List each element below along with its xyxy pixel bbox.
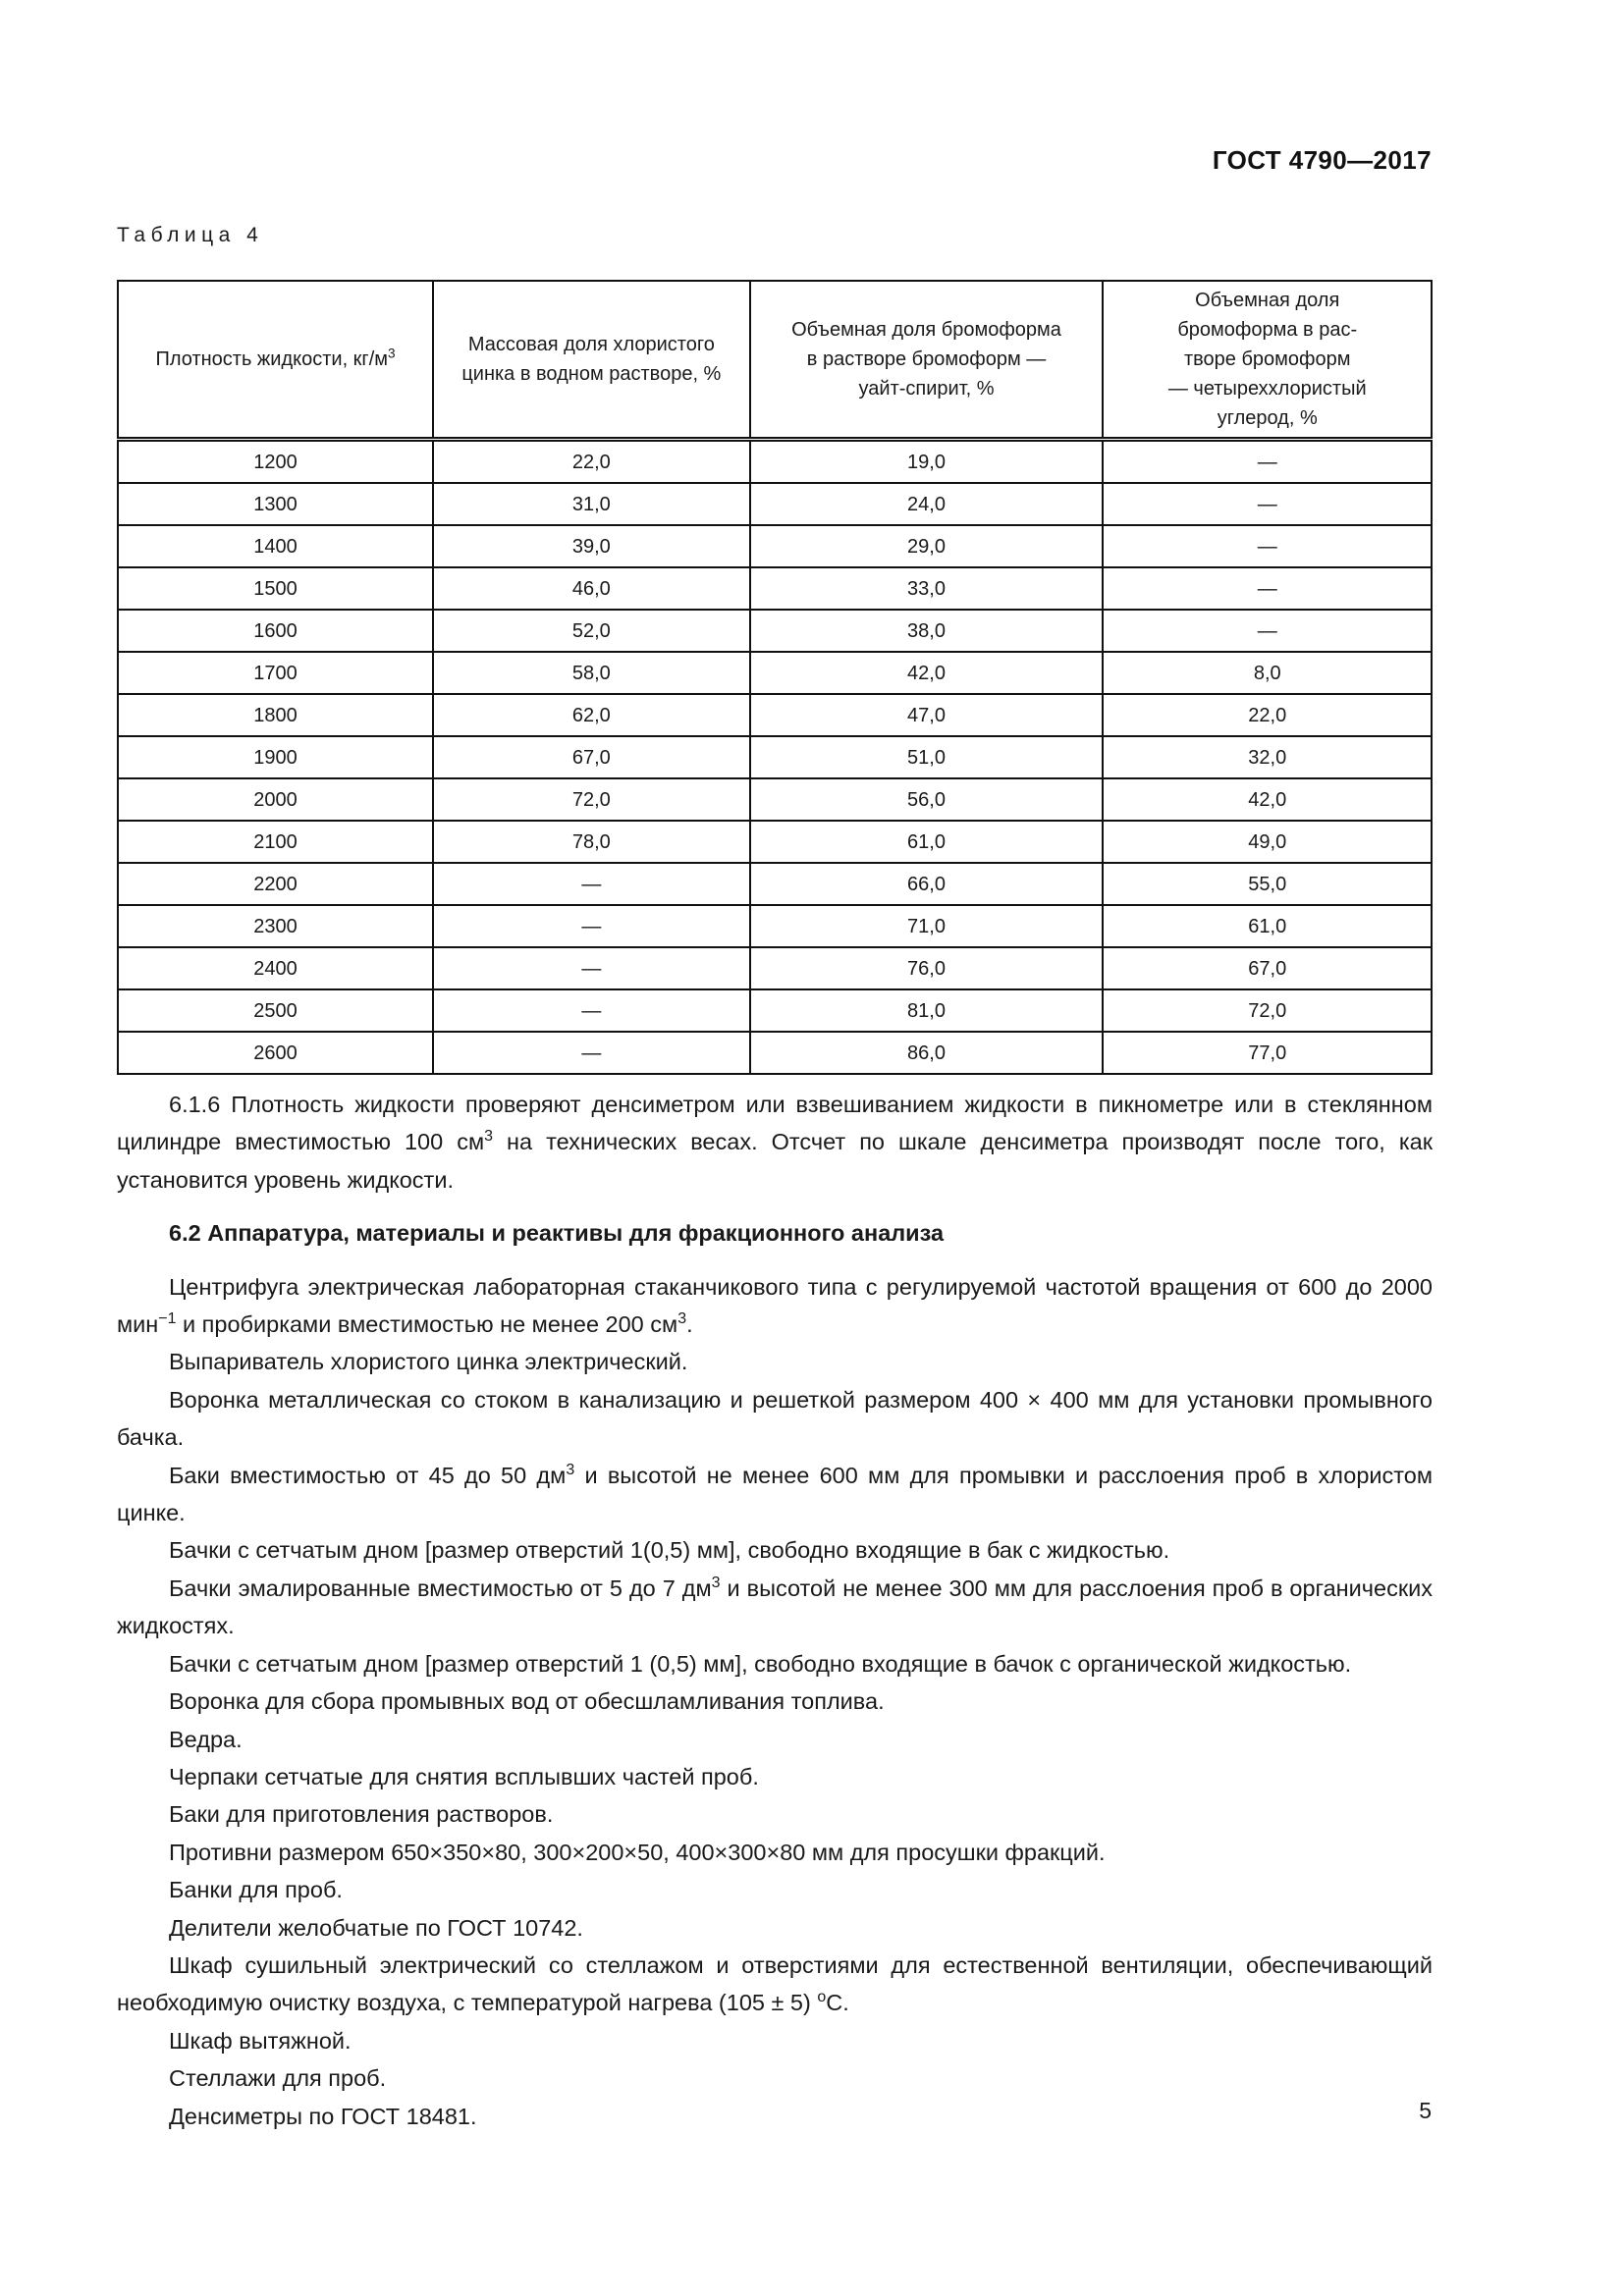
cell-bromoform-white-spirit: 33,0: [750, 567, 1104, 610]
cell-density: 1700: [118, 652, 433, 694]
item-enamel-tanks: [117, 1570, 1433, 1645]
cell-density: 2000: [118, 778, 433, 821]
cell-bromoform-white-spirit: 76,0: [750, 947, 1104, 989]
table-row: [118, 1032, 1432, 1074]
column-header-bromoform-ccl4-line1: Объемная доля: [1195, 290, 1340, 311]
paragraph-centrifuge-part1: Центрифуга электрическая лабораторная стаканчикового типа с регулируемой частотой вращения от 600 до 2000 мин: [117, 1273, 1433, 1338]
table-row: [118, 989, 1432, 1032]
cell-density: 1400: [118, 525, 433, 567]
item-sample-racks: Стеллажи для проб.: [169, 2065, 387, 2092]
table-header: [118, 281, 1432, 440]
cell-zinc-chloride: 39,0: [433, 525, 749, 567]
table-4: [117, 280, 1433, 1075]
cell-density: 1300: [118, 483, 433, 525]
cell-bromoform-ccl4: 61,0: [1103, 905, 1432, 947]
cell-bromoform-ccl4: —: [1103, 610, 1432, 652]
item-drying-trays: Противни размером 650×350×80, 300×200×50, 400×300×80 мм для просушки фракций.: [169, 1839, 1106, 1865]
item-tanks: [117, 1457, 1433, 1532]
table-row: [118, 567, 1432, 610]
table-header-row: [118, 281, 1432, 440]
column-header-density: [118, 281, 433, 440]
paragraph-centrifuge: [117, 1268, 1433, 1344]
column-header-bromoform-white-spirit-line2: в растворе бромоформ —: [806, 348, 1047, 370]
cell-density: 1900: [118, 736, 433, 778]
cell-bromoform-ccl4: 49,0: [1103, 821, 1432, 863]
column-header-zinc-chloride-line1: Массовая доля хлористого: [467, 334, 715, 355]
body-text: [117, 1086, 1433, 2135]
item-enamel-part1: Бачки эмалированные вместимостью от 5 до 7 дм: [169, 1575, 712, 1601]
table-row: [118, 736, 1432, 778]
cell-zinc-chloride: 58,0: [433, 652, 749, 694]
item-tanks-part2: и высотой не менее 600 мм для промывки и расслоения проб в хлористом цинке.: [117, 1462, 1433, 1526]
cell-bromoform-white-spirit: 51,0: [750, 736, 1104, 778]
cell-bromoform-white-spirit: 29,0: [750, 525, 1104, 567]
cell-bromoform-ccl4: 8,0: [1103, 652, 1432, 694]
column-header-bromoform-ccl4-line4: — четыреххлористый: [1167, 378, 1367, 400]
item-drying-cabinet-part1: Шкаф сушильный электрический со стеллажом и отверстиями для естественной вентиляции, обеспечивающий необходимую очистку воздуха, с температурой нагрева (105 ± 5): [117, 1951, 1433, 2016]
paragraph-centrifuge-sup2: 3: [677, 1310, 687, 1328]
item-buckets: Ведра.: [169, 1726, 243, 1752]
cell-bromoform-ccl4: —: [1103, 440, 1432, 484]
item-sample-jars: Банки для проб.: [169, 1877, 343, 1903]
cell-zinc-chloride: 52,0: [433, 610, 749, 652]
cell-bromoform-ccl4: 22,0: [1103, 694, 1432, 736]
cell-zinc-chloride: 22,0: [433, 440, 749, 484]
cell-bromoform-ccl4: 32,0: [1103, 736, 1432, 778]
cell-bromoform-ccl4: —: [1103, 483, 1432, 525]
cell-zinc-chloride: 62,0: [433, 694, 749, 736]
cell-bromoform-ccl4: 42,0: [1103, 778, 1432, 821]
item-drying-cabinet-sup: o: [817, 1989, 827, 2006]
cell-zinc-chloride: —: [433, 905, 749, 947]
cell-density: 2400: [118, 947, 433, 989]
cell-bromoform-white-spirit: 42,0: [750, 652, 1104, 694]
item-drying-cabinet: [117, 1947, 1433, 2022]
item-densimeters: Денсиметры по ГОСТ 18481.: [169, 2103, 477, 2129]
paragraph-centrifuge-sup1: −1: [158, 1310, 177, 1328]
cell-bromoform-white-spirit: 71,0: [750, 905, 1104, 947]
cell-bromoform-ccl4: 77,0: [1103, 1032, 1432, 1074]
item-drying-cabinet-part2: С.: [826, 1990, 849, 2016]
column-header-bromoform-ccl4-line2: бромоформа в рас-: [1177, 319, 1358, 341]
cell-bromoform-ccl4: 55,0: [1103, 863, 1432, 905]
cell-bromoform-white-spirit: 56,0: [750, 778, 1104, 821]
column-header-bromoform-ccl4-line3: творе бромоформ: [1183, 348, 1351, 370]
column-header-bromoform-white-spirit-line1: Объемная доля бромоформа: [791, 319, 1061, 341]
cell-bromoform-ccl4: —: [1103, 525, 1432, 567]
table-row: [118, 947, 1432, 989]
cell-zinc-chloride: —: [433, 989, 749, 1032]
table-caption: Таблица 4: [117, 224, 264, 246]
cell-bromoform-white-spirit: 38,0: [750, 610, 1104, 652]
column-header-bromoform-white-spirit-line3: уайт-спирит, %: [858, 378, 995, 400]
page-number: 5: [1419, 2098, 1432, 2123]
item-tanks-part1: Баки вместимостью от 45 до 50 дм: [169, 1462, 567, 1488]
cell-bromoform-white-spirit: 61,0: [750, 821, 1104, 863]
column-header-bromoform-carbon-tetrachloride: [1103, 281, 1432, 440]
column-header-density-sup: 3: [388, 346, 396, 361]
column-header-bromoform-ccl4-line5: углерод, %: [1217, 407, 1318, 429]
item-enamel-sup: 3: [711, 1575, 721, 1592]
column-header-zinc-chloride: [433, 281, 749, 440]
table-row: [118, 694, 1432, 736]
cell-zinc-chloride: —: [433, 947, 749, 989]
cell-bromoform-ccl4: 67,0: [1103, 947, 1432, 989]
cell-bromoform-white-spirit: 66,0: [750, 863, 1104, 905]
column-header-zinc-chloride-line2: цинка в водном растворе, %: [461, 363, 722, 385]
item-metal-funnel: Воронка металлическая со стоком в канализацию и решеткой размером 400 × 400 мм для установки промывного бачка.: [117, 1386, 1433, 1451]
cell-bromoform-white-spirit: 24,0: [750, 483, 1104, 525]
section-heading-6-2: 6.2 Аппаратура, материалы и реактивы для фракционного анализа: [169, 1220, 945, 1247]
column-header-density-line1: Плотность жидкости, кг/м: [155, 348, 389, 370]
item-fume-hood: Шкаф вытяжной.: [169, 2027, 352, 2054]
cell-density: 1800: [118, 694, 433, 736]
cell-bromoform-white-spirit: 81,0: [750, 989, 1104, 1032]
column-header-bromoform-white-spirit: [750, 281, 1104, 440]
cell-density: 1500: [118, 567, 433, 610]
cell-zinc-chloride: —: [433, 1032, 749, 1074]
table-4-wrapper: [117, 280, 1433, 1075]
item-mesh-scoops: Черпаки сетчатые для снятия всплывших частей проб.: [169, 1763, 759, 1789]
table-row: [118, 821, 1432, 863]
cell-bromoform-ccl4: 72,0: [1103, 989, 1432, 1032]
cell-bromoform-ccl4: —: [1103, 567, 1432, 610]
cell-density: 1600: [118, 610, 433, 652]
item-tanks-sup: 3: [566, 1461, 575, 1478]
cell-bromoform-white-spirit: 86,0: [750, 1032, 1104, 1074]
item-trough-dividers: Делители желобчатые по ГОСТ 10742.: [169, 1914, 583, 1941]
cell-zinc-chloride: 46,0: [433, 567, 749, 610]
item-evaporator: Выпариватель хлористого цинка электрический.: [169, 1349, 688, 1375]
document-header-standard-number: ГОСТ 4790—2017: [1212, 145, 1432, 175]
table-row: [118, 483, 1432, 525]
table-row: [118, 525, 1432, 567]
table-row: [118, 610, 1432, 652]
table-row: [118, 440, 1432, 484]
table-row: [118, 905, 1432, 947]
cell-density: 1200: [118, 440, 433, 484]
paragraph-centrifuge-part3: .: [686, 1311, 693, 1338]
cell-bromoform-white-spirit: 47,0: [750, 694, 1104, 736]
table-body: [118, 440, 1432, 1075]
item-solution-tanks: Баки для приготовления растворов.: [169, 1801, 554, 1828]
cell-density: 2300: [118, 905, 433, 947]
cell-zinc-chloride: 31,0: [433, 483, 749, 525]
item-mesh-bottom-tanks-2: Бачки с сетчатым дном [размер отверстий 1 (0,5) мм], свободно входящие в бачок с органической жидкостью.: [169, 1650, 1352, 1677]
cell-density: 2100: [118, 821, 433, 863]
cell-zinc-chloride: 78,0: [433, 821, 749, 863]
cell-density: 2500: [118, 989, 433, 1032]
cell-zinc-chloride: —: [433, 863, 749, 905]
cell-bromoform-white-spirit: 19,0: [750, 440, 1104, 484]
item-mesh-bottom-tanks-1: Бачки с сетчатым дном [размер отверстий 1(0,5) мм], свободно входящие в бак с жидкостью.: [169, 1537, 1170, 1564]
paragraph-6-1-6-part2: на технических весах. Отсчет по шкале денсиметра производят после того, как установится уровень жидкости.: [117, 1129, 1433, 1193]
cell-zinc-chloride: 72,0: [433, 778, 749, 821]
paragraph-6-1-6: [117, 1086, 1433, 1199]
item-wash-water-funnel: Воронка для сбора промывных вод от обесшламливания топлива.: [169, 1688, 885, 1715]
paragraph-6-1-6-part1: 6.1.6 Плотность жидкости проверяют денсиметром или взвешиванием жидкости в пикнометре или в стеклянном цилиндре вместимостью 100 см: [117, 1092, 1433, 1155]
item-enamel-part2: и высотой не менее 300 мм для расслоения проб в органических жидкостях.: [117, 1575, 1433, 1639]
table-row: [118, 863, 1432, 905]
cell-zinc-chloride: 67,0: [433, 736, 749, 778]
table-row: [118, 778, 1432, 821]
paragraph-6-1-6-sup: 3: [484, 1128, 493, 1146]
cell-density: 2600: [118, 1032, 433, 1074]
table-row: [118, 652, 1432, 694]
cell-density: 2200: [118, 863, 433, 905]
paragraph-centrifuge-part2: и пробирками вместимостью не менее 200 см: [176, 1311, 678, 1338]
